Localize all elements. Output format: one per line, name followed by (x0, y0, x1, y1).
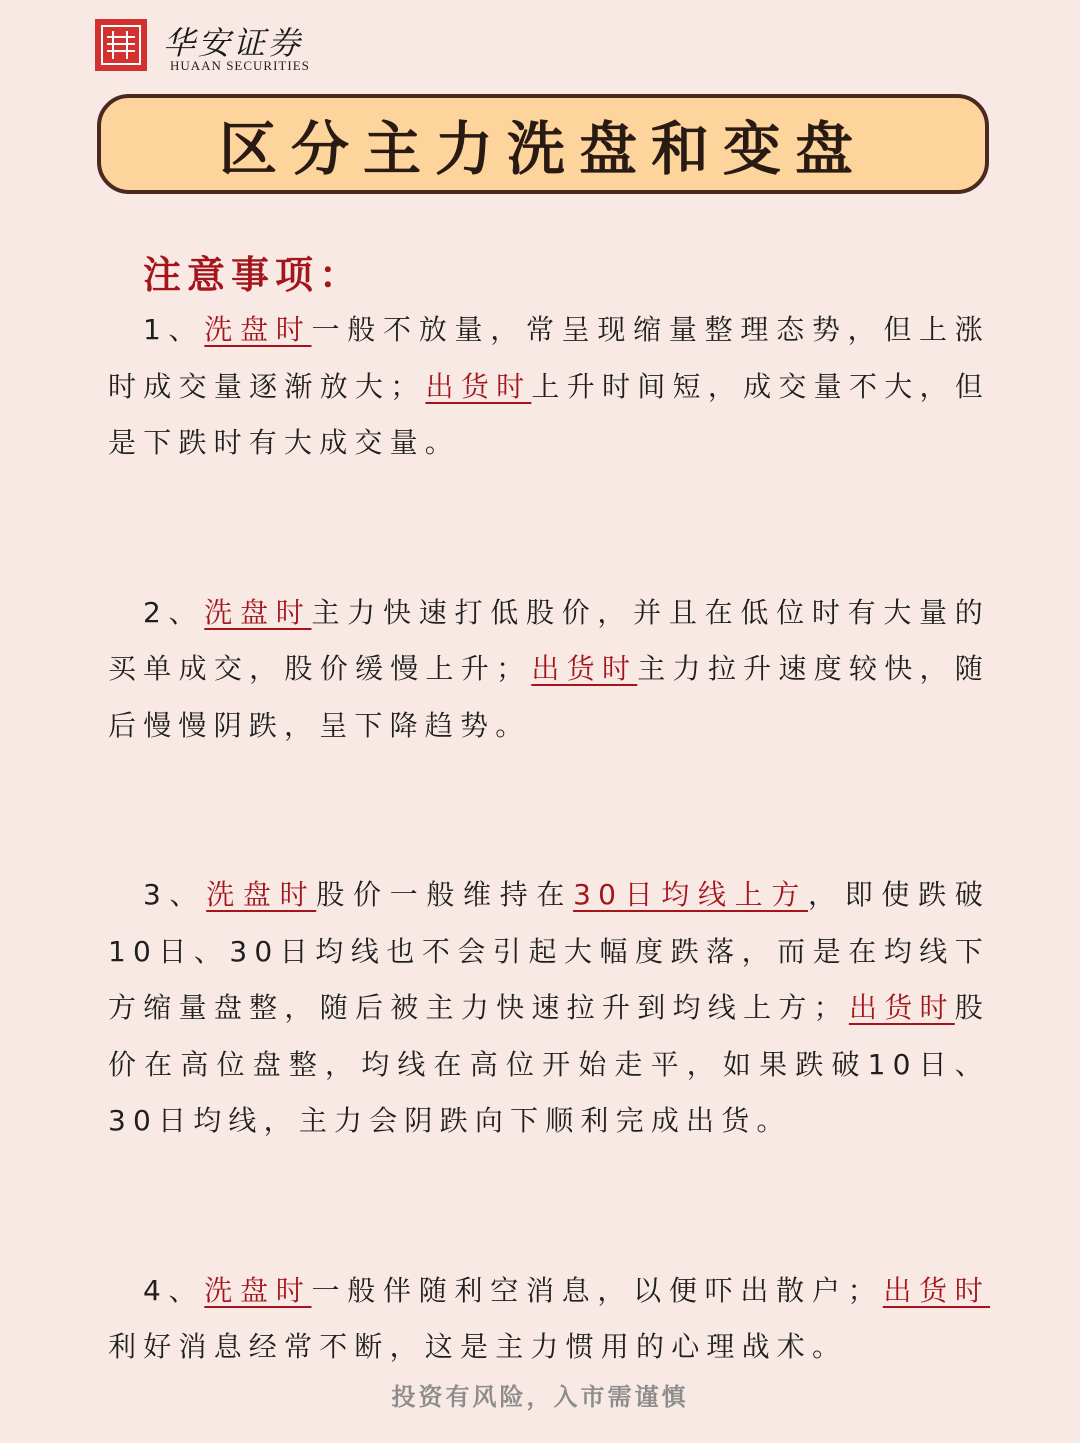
highlight-term: 洗盘时 (204, 1273, 312, 1307)
text-segment: 4、 (143, 1273, 205, 1307)
text-segment: 主力拉升速度较快，随后慢慢阴跌，呈下降趋势。 (108, 652, 990, 742)
note-paragraph (108, 867, 990, 1150)
highlight-term: 出货时 (425, 369, 532, 403)
text-segment: 一般不放量，常呈现缩量整理态势，但上涨时成交量逐渐放大； (108, 313, 990, 403)
note-paragraph (108, 585, 990, 755)
brand-name-cn: 华安证券 (163, 24, 304, 62)
page-title: 区分主力洗盘和变盘 (218, 115, 867, 183)
brand-name-en: HUAAN SECURITIES (170, 58, 310, 73)
highlight-term: 30日均线上方 (573, 878, 809, 911)
risk-disclaimer: 投资有风险，入市需谨慎 (391, 1383, 689, 1411)
huaan-logo-icon (95, 19, 147, 71)
highlight-term: 出货时 (882, 1273, 990, 1307)
highlight-term: 洗盘时 (204, 313, 312, 346)
highlight-term: 出货时 (531, 652, 638, 685)
text-segment: 一般伴随利空消息，以便吓出散户； (311, 1273, 883, 1307)
highlight-term: 洗盘时 (206, 878, 317, 911)
note-paragraph (108, 1263, 990, 1376)
text-segment: 2、 (143, 595, 205, 629)
text-segment: 股价一般维持在 (316, 878, 574, 911)
text-segment: 股价在高位盘整，均线在高位开始走平，如果跌破10日、30日均线，主力会阴跌向下顺利完成出货。 (108, 991, 990, 1137)
highlight-term: 出货时 (848, 991, 955, 1024)
notice-heading: 注意事项： (143, 253, 364, 297)
content (108, 302, 990, 1432)
text-segment: 主力快速打低股价，并且在低位时有大量的买单成交，股价缓慢上升； (108, 595, 990, 685)
note-paragraph (108, 302, 990, 472)
text-segment: 上升时间短，成交量不大，但是下跌时有大成交量。 (108, 369, 990, 459)
text-segment: 3、 (143, 878, 207, 911)
text-segment: 利好消息经常不断，这是主力惯用的心理战术。 (108, 1330, 848, 1363)
title-banner (97, 94, 989, 194)
highlight-term: 洗盘时 (204, 595, 312, 629)
text-segment: 1、 (143, 313, 205, 346)
text-segment: ，即使跌破10日、30日均线也不会引起大幅度跌落，而是在均线下方缩量盘整，随后被主力快速拉升到均线上方； (108, 878, 990, 1024)
